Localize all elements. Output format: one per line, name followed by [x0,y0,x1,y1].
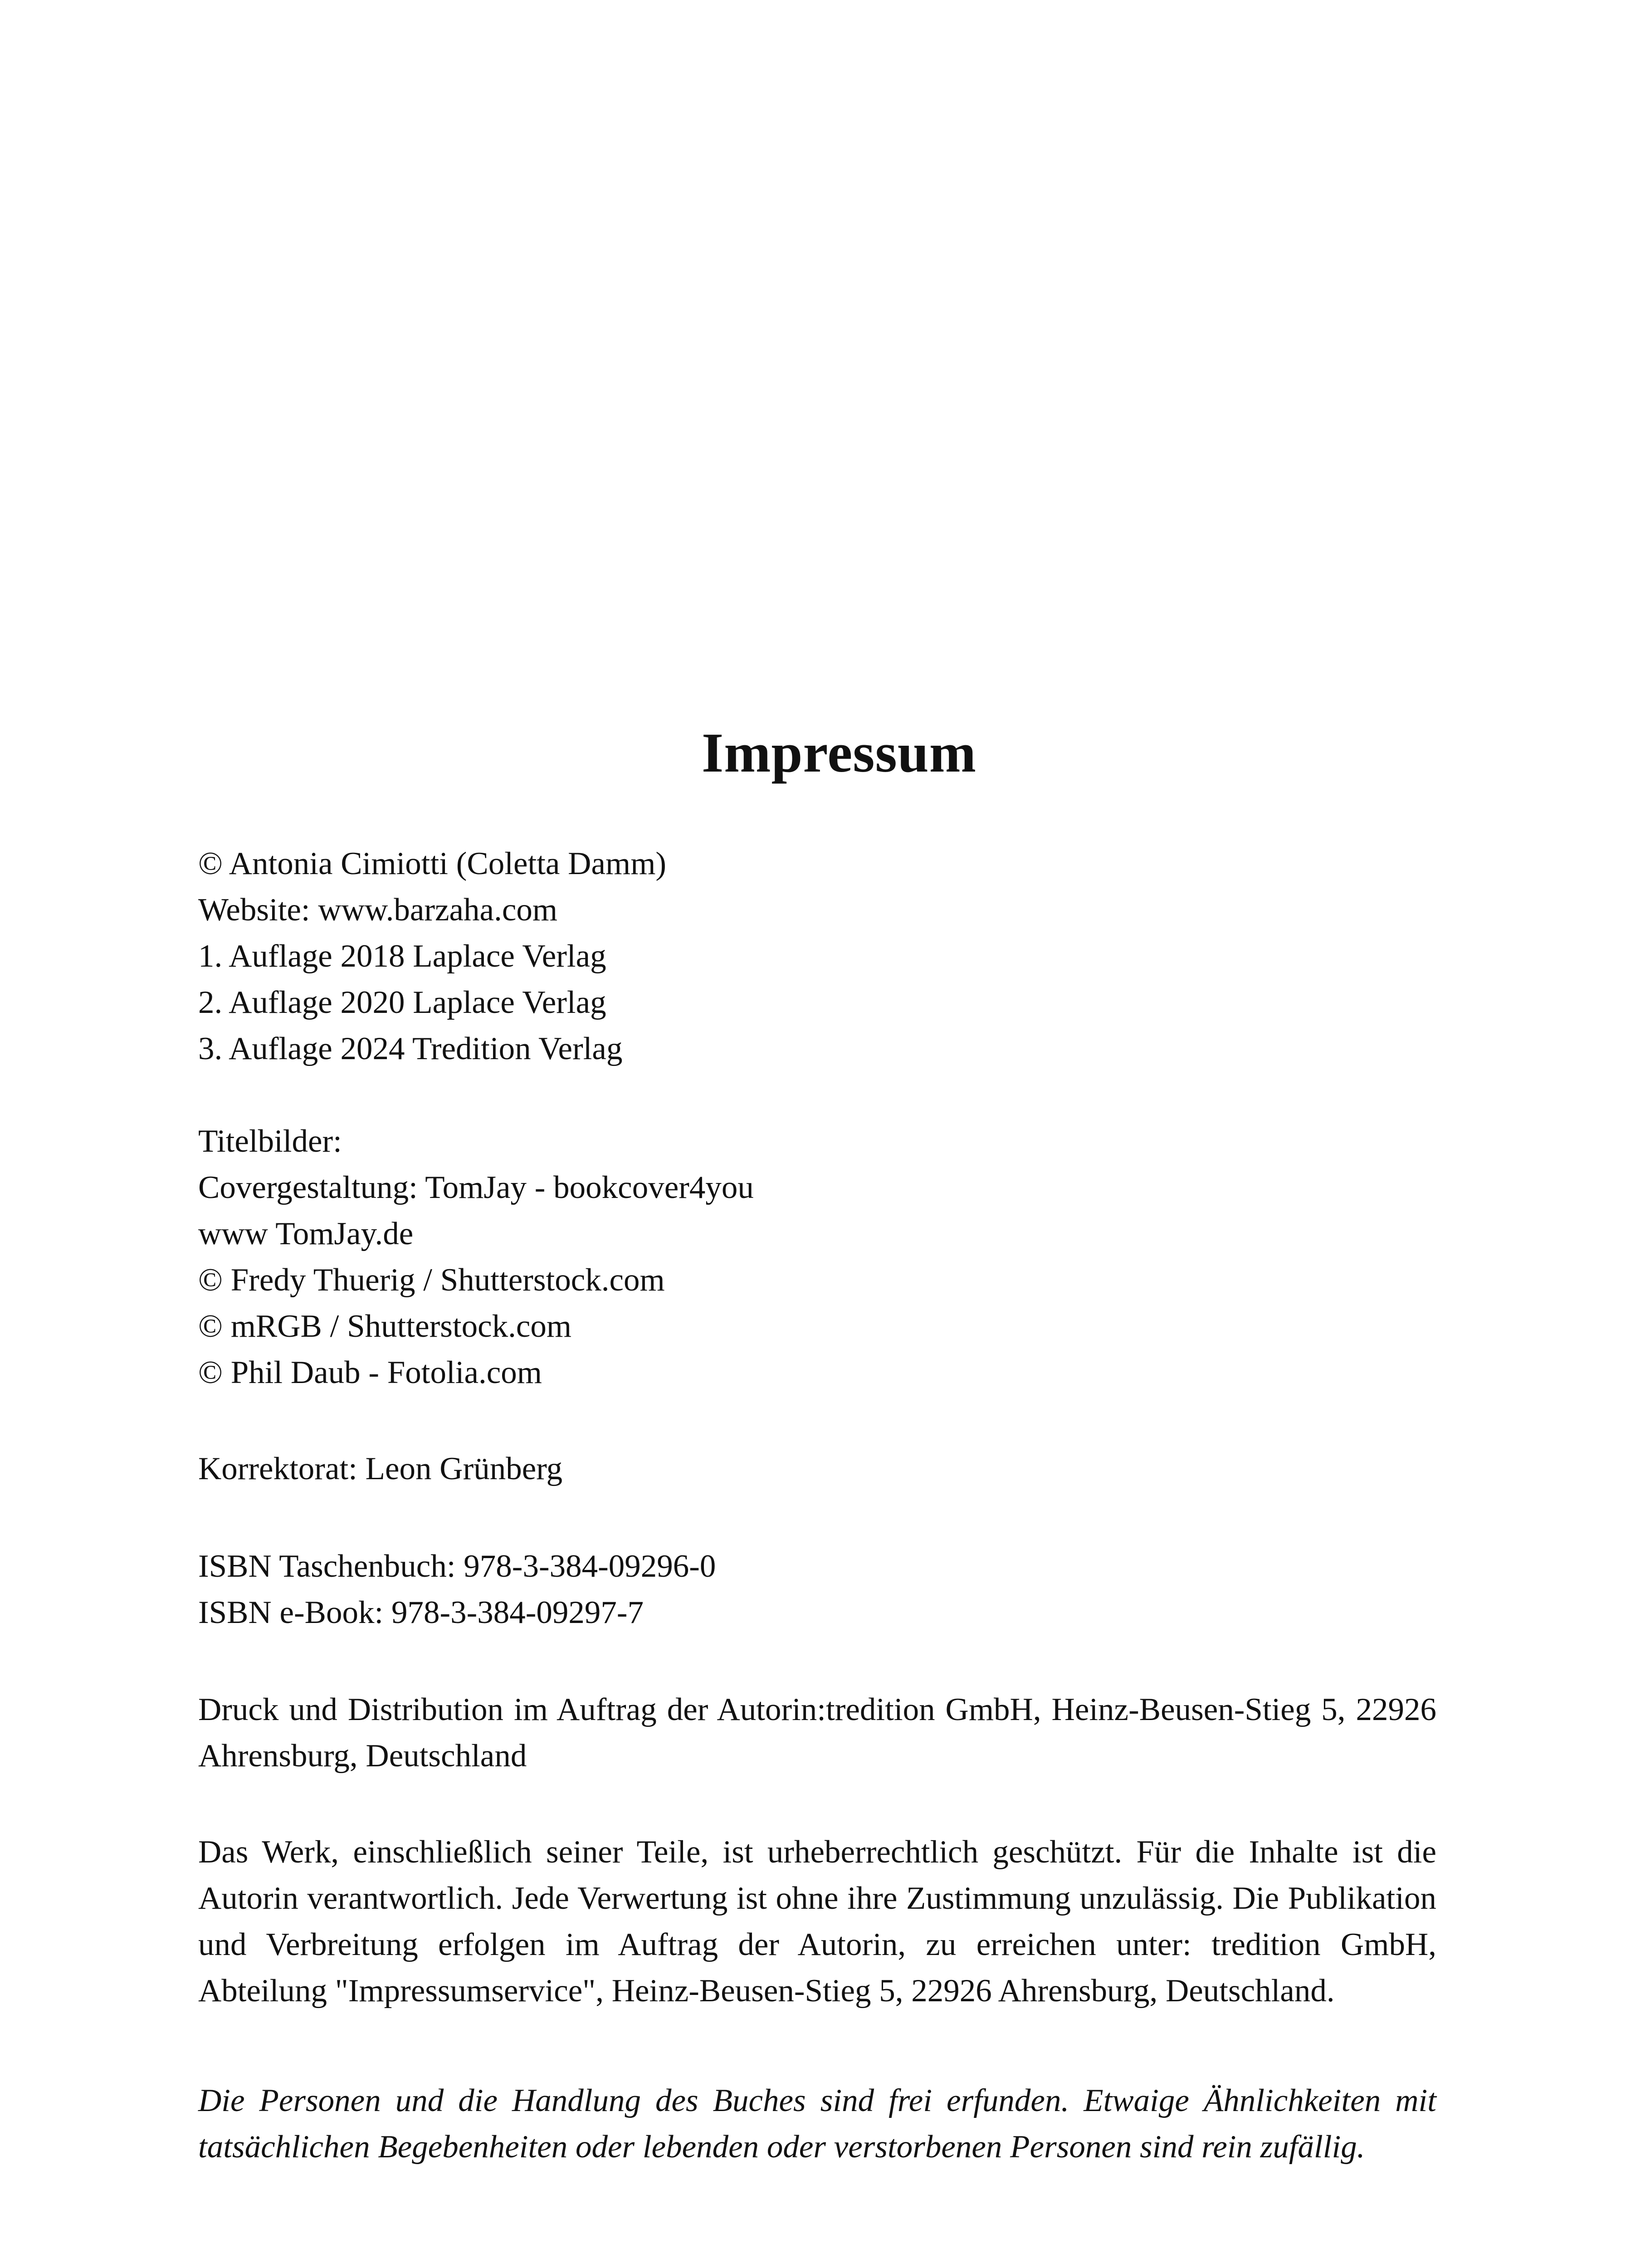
distribution-text: Druck und Distribution im Auftrag der Autorin:tredition GmbH, Heinz-Beusen-Stieg 5, 22926 Ahrensburg, Deutschland [198,1692,1436,1774]
publication-block [198,841,1436,1072]
copyright-author: © Antonia Cimiotti (Coletta Damm) [198,846,667,881]
cover-design-credit: Covergestaltung: TomJay - bookcover4you [198,1170,754,1205]
copyright-notice-text: Das Werk, einschließlich seiner Teile, ist urheberrechtlich geschützt. Für die Inhalte ist die Autorin verantwortlich. Jede Verwertung ist ohne ihre Zustimmung unzulässig. Die Publikation und Verbreitung erfolgen im Auftrag der Autorin, zu erreichen unter: tredition GmbH, Abteilung "Impressumservice", Heinz-Beusen-Stieg 5, 22926 Ahrensburg, Deutschland. [198,1834,1436,2009]
isbn-block [198,1543,1436,1636]
isbn-ebook: ISBN e-Book: 978-3-384-09297-7 [198,1595,644,1630]
cover-credits-block [198,1118,1436,1396]
image-credit-1: © Fredy Thuerig / Shutterstock.com [198,1262,665,1298]
cover-design-website: www TomJay.de [198,1216,414,1251]
page-title: Impressum [701,722,977,784]
cover-credits-heading: Titelbilder: [198,1124,342,1159]
imprint-content [198,841,1436,2170]
copyright-notice-block [198,1829,1436,2014]
proofreading-block [198,1446,1436,1492]
image-credit-2: © mRGB / Shutterstock.com [198,1309,572,1344]
website-line: Website: www.barzaha.com [198,892,558,928]
proofreading-credit: Korrektorat: Leon Grünberg [198,1451,563,1486]
isbn-paperback: ISBN Taschenbuch: 978-3-384-09296-0 [198,1549,716,1584]
fiction-disclaimer: Die Personen und die Handlung des Buches sind frei erfunden. Etwaige Ähnlichkeiten mit tatsächlichen Begebenheiten oder lebenden oder verstorbenen Personen sind rein zufällig. [198,2083,1436,2165]
image-credit-3: © Phil Daub - Fotolia.com [198,1355,542,1390]
edition-1: 1. Auflage 2018 Laplace Verlag [198,938,606,974]
edition-2: 2. Auflage 2020 Laplace Verlag [198,985,606,1020]
distribution-block [198,1686,1436,1779]
disclaimer-block [198,2077,1436,2170]
edition-3: 3. Auflage 2024 Tredition Verlag [198,1031,623,1066]
